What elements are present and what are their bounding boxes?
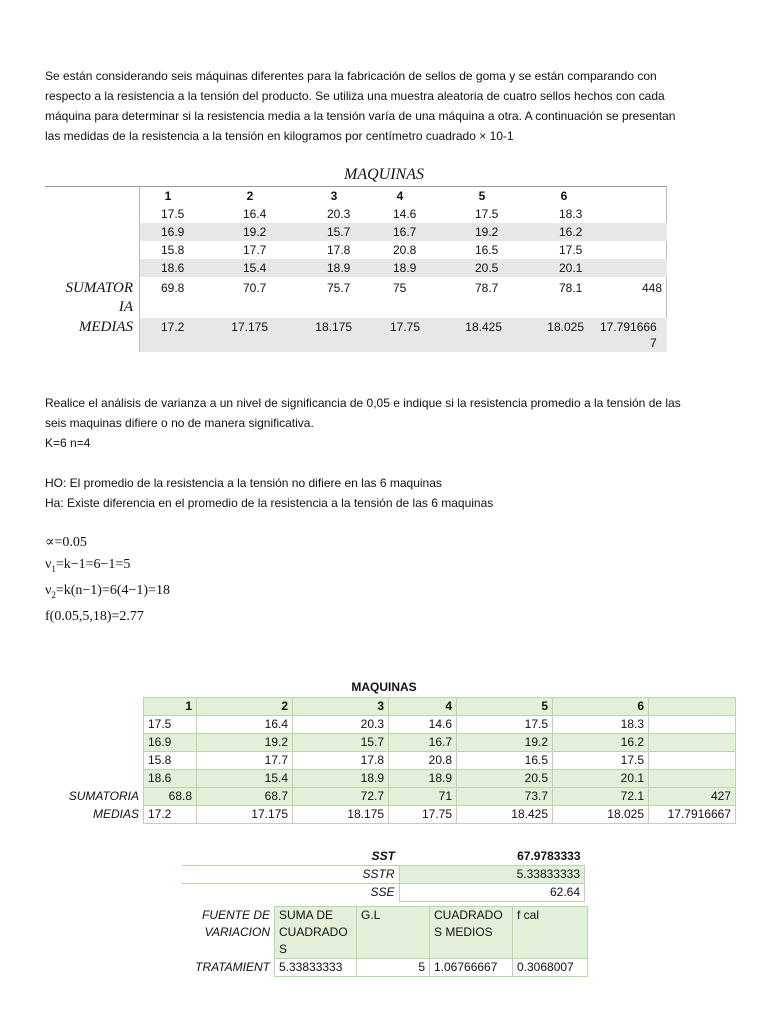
anova-header-fuente-line: FUENTE DE — [201, 907, 270, 922]
table2-mean-row — [45, 806, 736, 824]
table2-header-cell: 1 — [144, 698, 197, 716]
alt-hypothesis: Ha: Existe diferencia en el promedio de la resistencia a la tensión de las 6 maquinas — [45, 496, 494, 510]
table1-sum-label-cont: IA — [118, 299, 133, 315]
table2-cell: 16.9 — [144, 734, 197, 752]
table1-mean-cell: 17.2 — [161, 320, 185, 334]
table1-row — [140, 259, 667, 277]
table1-cell: 17.7 — [243, 243, 267, 257]
table2-sum-cell: 427 — [649, 788, 736, 806]
table1-header-cell: 5 — [478, 189, 486, 203]
table2-header-cell: 3 — [293, 698, 389, 716]
table2-sum-cell: 72.1 — [553, 788, 649, 806]
anova-header-cm-line: S MEDIOS — [434, 925, 493, 939]
table2-row-label — [45, 752, 144, 770]
table2-mean-cell: 17.7916667 — [649, 806, 736, 824]
sse-value: 62.64 — [399, 884, 585, 902]
table2-cell: 17.8 — [293, 752, 389, 770]
table2-sum-cell: 68.7 — [197, 788, 293, 806]
intro-paragraph — [45, 66, 735, 146]
table2-mean-cell: 17.175 — [197, 806, 293, 824]
v2-formula — [45, 580, 170, 606]
table2-cell: 17.7 — [197, 752, 293, 770]
table2-cell: 19.2 — [197, 734, 293, 752]
question-line: Realice el análisis de varianza a un nivel de significancia de 0,05 e indique si la resistencia promedio a la tensión de las — [45, 396, 681, 410]
sst-label: SST — [182, 848, 399, 866]
table2-cell: 16.2 — [553, 734, 649, 752]
table1-cell: 17.5 — [559, 243, 583, 257]
table1-cell: 20.8 — [393, 243, 417, 257]
anova-row-fcal: 0.3068007 — [513, 959, 588, 977]
table1-cell: 17.5 — [475, 207, 499, 221]
table1-cell: 14.6 — [393, 207, 417, 221]
table2-cell: 15.7 — [293, 734, 389, 752]
table2-mean-cell: 17.2 — [144, 806, 197, 824]
question-block — [45, 393, 745, 453]
table1-row — [140, 205, 667, 223]
table1-row — [140, 241, 667, 259]
table2 — [45, 697, 736, 824]
anova-row-suma: 5.33833333 — [275, 959, 357, 977]
hypotheses — [45, 473, 745, 513]
table2-row-label — [45, 716, 144, 734]
table1-cell: 15.7 — [327, 225, 351, 239]
v2-symbol: ν — [45, 582, 52, 598]
table1-sum-cell: 78.7 — [475, 281, 499, 295]
anova-header-gl: G.L — [357, 907, 430, 959]
table2-row-label — [45, 698, 144, 716]
table1-mean-cell: 17.175 — [231, 320, 268, 334]
table1-sum-cell: 70.7 — [243, 281, 267, 295]
table2-cell: 20.8 — [389, 752, 457, 770]
table1-mean-cell: 17.791666 — [600, 320, 657, 334]
formula-block — [45, 532, 170, 628]
alpha-formula: ∝=0.05 — [45, 535, 87, 550]
table2-cell: 17.5 — [144, 716, 197, 734]
v2-expression: =k(n−1)=6(4−1)=18 — [55, 582, 170, 598]
table1-header-cell: 4 — [396, 189, 404, 203]
table2-sum-cell: 73.7 — [457, 788, 553, 806]
table2-sum-cell: 72.7 — [293, 788, 389, 806]
table1-header-cell: 1 — [164, 189, 172, 203]
anova-header-cm-line: CUADRADO — [434, 908, 503, 922]
table2-cell: 15.8 — [144, 752, 197, 770]
table1-sum-cell: 75.7 — [327, 281, 351, 295]
table1-sum-label: SUMATOR — [65, 280, 133, 296]
table2-cell: 18.9 — [293, 770, 389, 788]
table2-mean-cell: 18.425 — [457, 806, 553, 824]
question-line: seis maquinas difiere o no de manera significativa. — [45, 416, 314, 430]
table2-cell: 15.4 — [197, 770, 293, 788]
table2-header-cell: 6 — [553, 698, 649, 716]
anova-row-cm: 1.06766667 — [430, 959, 513, 977]
f-formula: f(0.05,5,18)=2.77 — [45, 608, 144, 624]
table1-cell: 16.9 — [161, 225, 185, 239]
table1-cell: 20.3 — [327, 207, 351, 221]
anova-header-fcal: f cal — [513, 907, 588, 959]
table1-sum-cell: 69.8 — [161, 281, 185, 295]
table1-cell: 16.5 — [475, 243, 499, 257]
table1-mean-cell: 18.175 — [315, 320, 352, 334]
intro-line: las medidas de la resistencia a la tensión en kilogramos por centímetro cuadrado × 10-1 — [45, 129, 514, 143]
table2-mean-cell: 18.175 — [293, 806, 389, 824]
table2-header-cell: 2 — [197, 698, 293, 716]
table1-header-cell: 6 — [560, 189, 568, 203]
table2-cell — [649, 752, 736, 770]
table1-mean-cell: 18.425 — [465, 320, 502, 334]
table1-mean-label: MEDIAS — [78, 319, 133, 335]
table2-row — [45, 752, 736, 770]
sse-label: SSE — [370, 885, 395, 900]
null-hypothesis: HO: El promedio de la resistencia a la tensión no difiere en las 6 maquinas — [45, 476, 442, 490]
table1-header-row — [140, 187, 667, 205]
table2-row-label: SUMATORIA — [68, 789, 139, 803]
table2-cell: 18.3 — [553, 716, 649, 734]
v1-symbol: ν — [45, 557, 52, 572]
table2-sum-cell: 68.8 — [144, 788, 197, 806]
table1-mean-cell: 17.75 — [389, 320, 420, 334]
table1-cell: 16.4 — [243, 207, 267, 221]
anova-header-suma — [275, 907, 357, 959]
table1-header-cell: 2 — [246, 189, 254, 203]
anova-header-suma-line: S — [279, 942, 288, 956]
table1-cell: 16.2 — [559, 225, 583, 239]
table1-sum-row — [140, 279, 667, 315]
anova-summary — [182, 848, 585, 902]
table2-cell: 18.9 — [389, 770, 457, 788]
table1-cell: 20.5 — [475, 261, 499, 275]
table2-cell: 20.3 — [293, 716, 389, 734]
table1-cell: 18.3 — [559, 207, 583, 221]
table1-mean-cell: 18.025 — [547, 320, 584, 334]
table1-cell: 18.9 — [327, 261, 351, 275]
table1-cell: 15.8 — [161, 243, 185, 257]
table1-sum-cell: 448 — [641, 281, 662, 295]
table2-header-cell: 5 — [457, 698, 553, 716]
table2-header-cell: 4 — [389, 698, 457, 716]
intro-line: respecto a la resistencia a la tensión del producto. Se utiliza una muestra aleatoria de cuatro sellos hechos con cada — [45, 89, 665, 103]
v1-formula — [45, 554, 170, 580]
anova-header-fuente-line: VARIACION — [204, 924, 270, 939]
v1-subscript: 1 — [51, 563, 56, 574]
table2-row — [45, 770, 736, 788]
table1-cell: 17.8 — [327, 243, 351, 257]
table2-cell: 16.5 — [457, 752, 553, 770]
table2-header-row — [45, 698, 736, 716]
table1-mean-row — [140, 318, 667, 352]
table2-cell — [649, 734, 736, 752]
table1-sum-cell: 78.1 — [559, 281, 583, 295]
table1-cell: 17.5 — [161, 207, 185, 221]
intro-line: Se están considerando seis máquinas diferentes para la fabricación de sellos de goma y se están comparando con — [45, 69, 657, 83]
table1-cell: 19.2 — [243, 225, 267, 239]
table2-cell: 20.5 — [457, 770, 553, 788]
table2-cell: 17.5 — [553, 752, 649, 770]
table2-row — [45, 716, 736, 734]
table2-sum-row — [45, 788, 736, 806]
table2-cell: 14.6 — [389, 716, 457, 734]
table1-cell: 19.2 — [475, 225, 499, 239]
table1-mean-overflow: 7 — [650, 336, 657, 350]
table1-cell: 20.1 — [559, 261, 583, 275]
table2-cell: 20.1 — [553, 770, 649, 788]
table2-row-label — [45, 734, 144, 752]
table2-cell: 16.7 — [389, 734, 457, 752]
anova-header-fuente — [186, 907, 275, 959]
table2-cell — [649, 716, 736, 734]
table2-title: MAQUINAS — [351, 680, 417, 694]
anova-header-cm — [430, 907, 513, 959]
table2-cell: 19.2 — [457, 734, 553, 752]
table2-mean-cell: 18.025 — [553, 806, 649, 824]
table2-cell: 17.5 — [457, 716, 553, 734]
anova-header-suma-line: SUMA DE — [279, 908, 334, 922]
table2-sum-cell: 71 — [389, 788, 457, 806]
table1-cell: 18.6 — [161, 261, 185, 275]
table1-header-cell: 3 — [330, 189, 338, 203]
table1-row — [140, 223, 667, 241]
v1-expression: =k−1=6−1=5 — [55, 557, 131, 572]
table2-header-cell — [649, 698, 736, 716]
anova-row-label: TRATAMIENT — [186, 959, 275, 977]
sstr-label: SSTR — [182, 866, 399, 884]
table1-sum-cell: 75 — [393, 281, 407, 295]
intro-line: máquina para determinar si la resistencia media a la tensión varía de una máquina a otra. A continuación se presentan — [45, 109, 676, 123]
anova-table — [186, 906, 588, 977]
table1-cell: 16.7 — [393, 225, 417, 239]
table2-mean-cell: 17.75 — [389, 806, 457, 824]
table2-cell — [649, 770, 736, 788]
sstr-value: 5.33833333 — [399, 866, 585, 884]
table2-row-label — [45, 770, 144, 788]
table2-cell: 16.4 — [197, 716, 293, 734]
table1-title: MAQUINAS — [344, 166, 424, 183]
table2-cell: 18.6 — [144, 770, 197, 788]
question-params: K=6 n=4 — [45, 436, 91, 450]
v2-subscript: 2 — [51, 589, 56, 600]
table2-row-label: MEDIAS — [92, 807, 139, 821]
anova-row-gl: 5 — [357, 959, 430, 977]
table1-cell: 15.4 — [243, 261, 267, 275]
anova-header-suma-line: CUADRADO — [279, 925, 348, 939]
table2-row — [45, 734, 736, 752]
table1-cell: 18.9 — [393, 261, 417, 275]
sst-value: 67.9783333 — [399, 848, 585, 866]
